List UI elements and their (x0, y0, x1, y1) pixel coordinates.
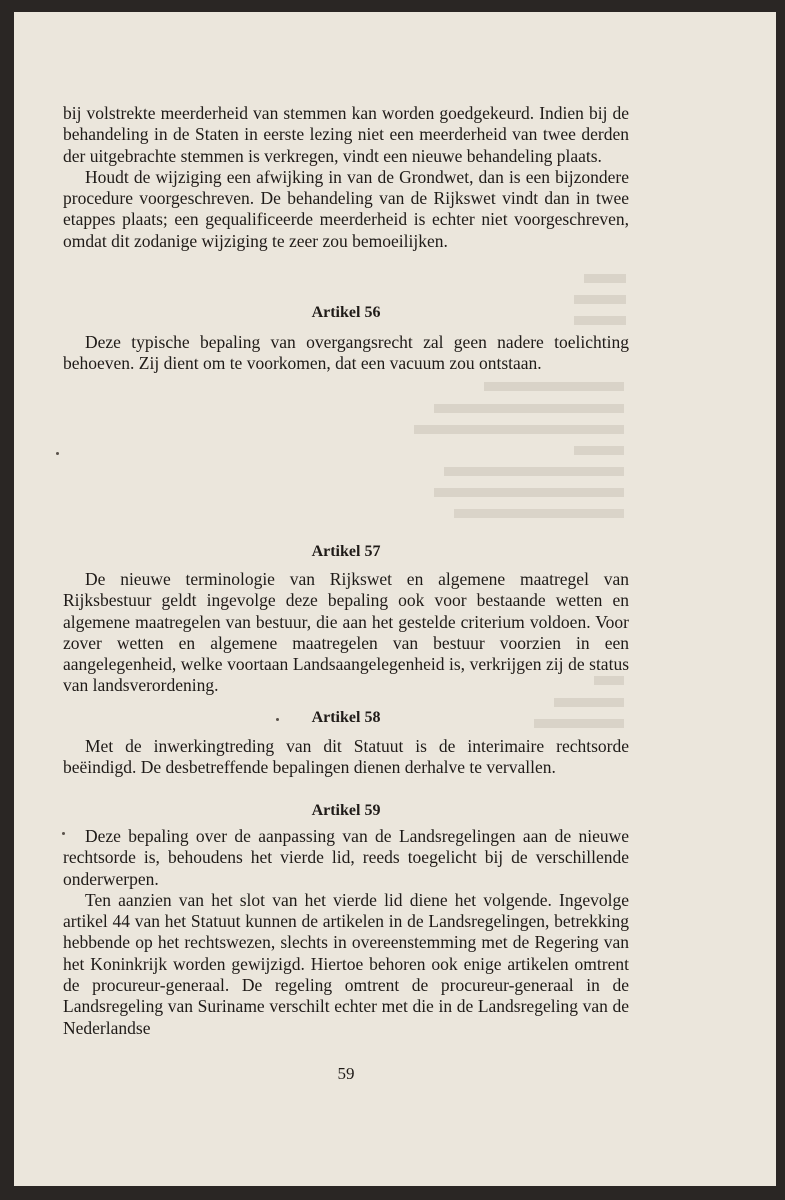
paragraph: Deze typische bepaling van overgangsrecht zal geen nadere toelichting behoeven. Zij dient om te voorkomen, dat een vacuum zou ontstaan. (63, 332, 629, 374)
book-page (14, 12, 776, 1186)
article-57-heading: Artikel 57 (311, 543, 381, 560)
article-56-text (63, 332, 629, 375)
paragraph: Met de inwerkingtreding van dit Statuut is de interimaire rechtsorde beëindigd. De desbetreffende bepalingen dienen derhalve te vervallen. (63, 736, 629, 778)
page-number: 59 (337, 1064, 355, 1083)
paragraph: Houdt de wijziging een afwijking in van de Grondwet, dan is een bijzondere procedure voorgeschreven. De behandeling van de Rijkswet vindt dan in twee etappes plaats; een gequalificeerde meerderheid is echter niet voorgeschreven, omdat dit zodanige wijziging te zeer zou bemoeilijken. (63, 166, 629, 251)
article-59-text (63, 826, 629, 1039)
intro-text (63, 103, 629, 252)
paragraph: De nieuwe terminologie van Rijkswet en algemene maatregel van Rijksbestuur geldt ingevolge deze bepaling ook voor bestaande wetten en algemene maatregelen van bestuur, die aan het gestelde criterium voldoen. Voor zover wetten en algemene maatregelen van bestuur voorzien in een aangelegenheid, welke voortaan Landsaangelegenheid is, verkrijgen zij de status van landsverordening. (63, 569, 629, 696)
article-57-text (63, 569, 629, 697)
paragraph: bij volstrekte meerderheid van stemmen kan worden goedgekeurd. Indien bij de behandeling in de Staten in eerste lezing niet een meerderheid van twee derden der uitgebrachte stemmen is verkregen, vindt een nieuwe behandeling plaats. (63, 103, 629, 166)
paragraph: Deze bepaling over de aanpassing van de Landsregelingen aan de nieuwe rechtsorde is, behoudens het vierde lid, reeds toegelicht bij de verschillende onderwerpen. (63, 826, 629, 889)
article-58-heading: Artikel 58 (311, 709, 381, 726)
article-58-text (63, 736, 629, 779)
paragraph: Ten aanzien van het slot van het vierde lid diene het volgende. Ingevolge artikel 44 van het Statuut kunnen de artikelen in de Landsregelingen, betrekking hebbende op het rechtswezen, slechts in overeenstemming met de Regering van het Koninkrijk worden gewijzigd. Hiertoe behoren ook enige artikelen omtrent de procureur-generaal. De regeling omtrent de procureur-generaal in de Landsregeling van Suriname verschilt echter met die in de Landsregeling van de Nederlandse (63, 889, 629, 1038)
article-59-heading: Artikel 59 (311, 802, 381, 819)
paper-speck (56, 452, 59, 455)
article-56-heading: Artikel 56 (311, 304, 381, 321)
